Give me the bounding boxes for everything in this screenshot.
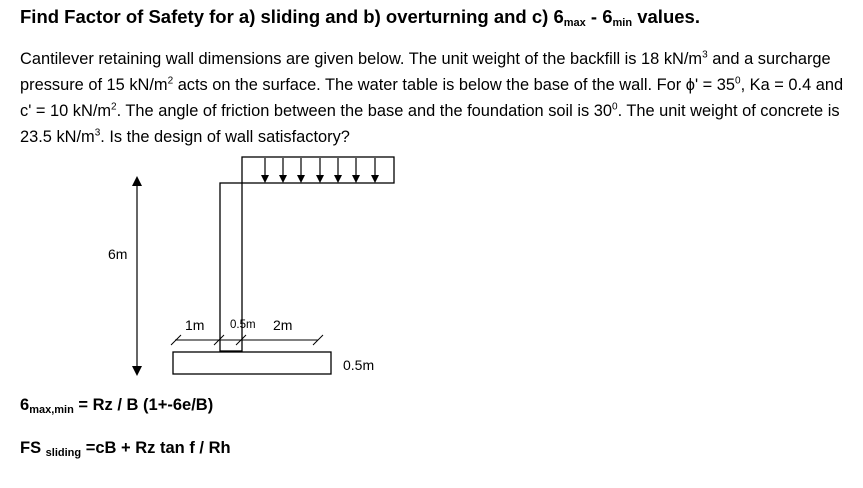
height-label: 6m	[108, 246, 128, 262]
statement-text: Cantilever retaining wall dimensions are given below. The unit weight of the backfill is 18 kN/m	[20, 50, 703, 68]
superscript: 2	[167, 75, 174, 87]
sigma-symbol: 6	[602, 6, 613, 27]
heel-width-label: 2m	[273, 317, 293, 333]
formula-text: FS	[20, 439, 46, 457]
title-dash: -	[585, 6, 603, 27]
statement-text: acts on the surface. The water table is below the base of the wall. For	[173, 76, 686, 94]
min-subscript: min	[612, 17, 633, 29]
sigma-symbol: 6	[20, 396, 30, 414]
base-thickness-label: 0.5m	[343, 357, 375, 373]
statement-text: . The angle of friction between the base and the foundation soil is 30	[116, 102, 612, 120]
sliding-formula	[20, 439, 231, 459]
statement-text: , Ka = 0.4 and c' = 10 kN/m	[20, 76, 844, 120]
sigma-symbol: 6	[553, 6, 564, 27]
height-dimension-arrow	[132, 176, 142, 376]
title-main: Find Factor of Safety for a) sliding and b) overturning and c)	[20, 6, 554, 27]
wall-base-slab	[173, 352, 331, 374]
statement-text: and a surcharge pressure of 15 kN/m	[20, 50, 831, 94]
toe-width-label: 1m	[185, 317, 205, 333]
superscript: 3	[94, 127, 101, 139]
max-subscript: max	[563, 17, 586, 29]
formula-text: = Rz / B (1+-6e/B)	[73, 396, 214, 414]
stress-formula	[20, 396, 213, 416]
statement-text: ϕ' = 35	[685, 76, 736, 94]
superscript: 0	[735, 75, 741, 87]
superscript: 3	[702, 49, 708, 61]
superscript: 2	[111, 101, 117, 113]
statement-text: . The unit weight of concrete is 23.5 kN/m	[20, 102, 840, 146]
formula-subscript: sliding	[45, 447, 82, 459]
formula-subscript: max,min	[29, 404, 74, 416]
superscript: 0	[612, 101, 618, 113]
title-tail: values.	[632, 6, 700, 27]
stem-width-label: 0.5m	[230, 319, 256, 331]
surcharge-arrows	[261, 158, 379, 183]
formula-text: =cB + Rz tan f / Rh	[81, 439, 231, 457]
statement-text: . Is the design of wall satisfactory?	[100, 128, 350, 146]
base-dimension-line	[171, 335, 323, 345]
